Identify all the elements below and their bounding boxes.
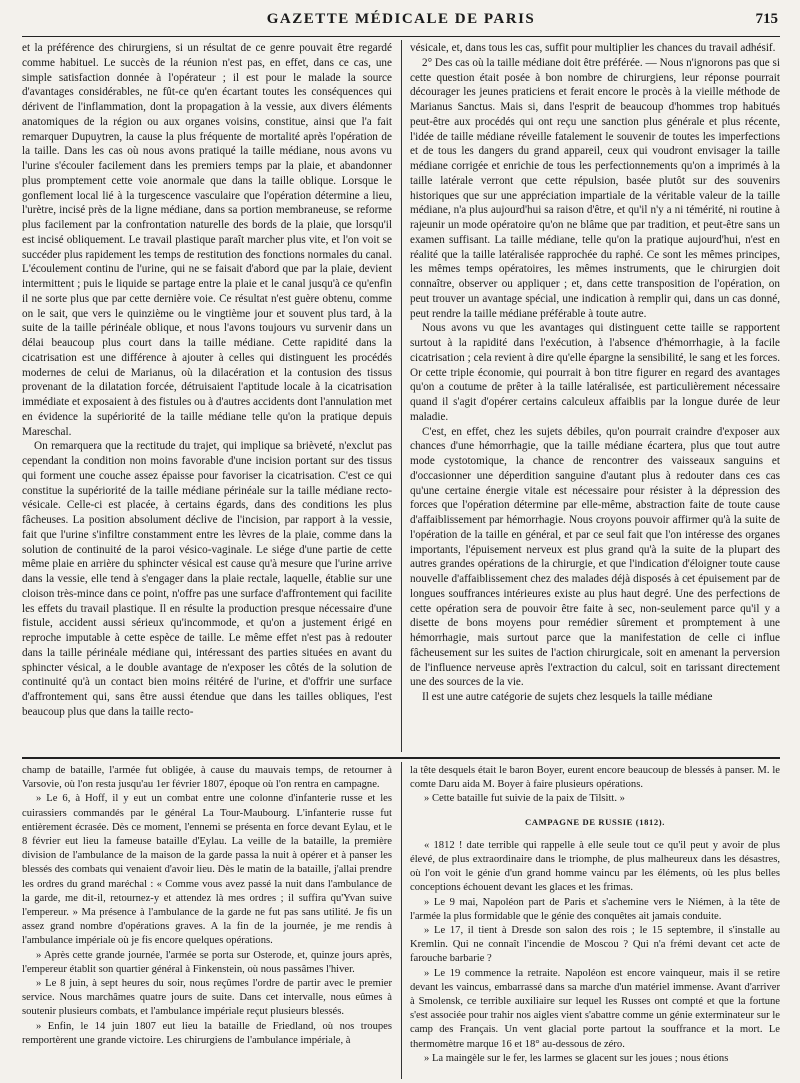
paragraph: » La maingèle sur le fer, les larmes se glacent sur les joues ; nous étions [424,1052,729,1064]
feuilleton-rule [22,757,780,759]
paragraph: C'est, en effet, chez les sujets débiles, qu'on pourrait craindre d'exposer aux chances d'une hémorrhagie, que la taille médiane écartera, plus que tout autre mode cystotomique, la chance de rencontrer des vaisseaux sanguins et d'occasionner une déperdition sanguine d'autant plus à redouter dans ces cas qu'une certaine énergie vitale est nécessaire pour résister à la dépression des forces que l'opération détermine par elle-même, abstraction faite de toute cause d'affaiblissement par hémorrhagie. Nous croyons pouvoir affirmer qu'à la suite de l'opération de la taille en général, et par ce seul fait que l'on intéresse des organes importants, l'épuisement nerveux est plus grand qu'à la suite de la plupart des autres grandes opérations de la chirurgie, et que l'indication d'éloigner toute cause nouvelle d'affaiblissement chez des malades déjà disposés à cet épuisement par de longues souffrances intérieures existe au plus haut degré. Une des perfections de cette opération sera de pouvoir être faite à sec, non-seulement parce qu'il y a disette de bons moyens pour remédier sûrement et promptement à une hémorrhagie, mais surtout parce que la manifestation de celle ci influe fâcheusement sur les suites de l'action chirurgicale, soit en amenant la perversion de l'influence nerveuse après l'extraction du calcul, soit en tarissant directement une des sources de la vie. [410,425,780,689]
paragraph: champ de bataille, l'armée fut obligée, à cause du mauvais temps, de retourner à Varsovie, où l'on resta jusqu'au 1er février 1807, époque où l'on rentra en campagne. [22,765,392,791]
journal-title: GAZETTE MÉDICALE DE PARIS [266,11,536,27]
feuilleton-left-column [22,764,392,1079]
paragraph: « 1812 ! date terrible qui rappelle à elle seule tout ce qu'il peut y avoir de plus élevé, de plus extraordinaire dans le triomphe, de plus malheureux dans les désastres, où l'on voit le génie d'un grand homme vaincu par les éléments, où les plus belles conceptions échouent devant les glaces et les frimas. [410,839,780,894]
column-separator [401,762,402,1079]
article-left-column [22,41,392,753]
paragraph: la tête desquels était le baron Boyer, eurent encore beaucoup de blessés à panser. M. le comte Daru aida M. Boyer à faire plusieurs opérations. [410,765,780,791]
header-rule [22,36,780,37]
paragraph: et la préférence des chirurgiens, si un résultat de ce genre pouvait être regardé comme habituel. Le succès de la réunion n'est pas, en effet, dans ce cas, une simple satisfaction donnée à l'opérateur ; il est pour le malade la source d'avantages considérables, ne fût-ce qu'en écartant toutes les conséquences qui dérivent de l'inflammation, dont la propagation à la vessie, aux divers éléments anatomiques de la région ou aux organes voisins, constitue, ainsi que l'a fait remarquer Dupuytren, la cause la plus fréquente de mortalité après l'opération de la taille. Dans les cas où nous avons pratiqué la taille médiane, nous avons vu l'urine s'écouler facilement dans les premiers temps par la plaie, et abandonner plus promptement cette voie anormale que dans la taille oblique. Lorsque le gonflement local lié à la turgescence vasculaire que l'opération détermine a lieu, l'urètre, incisé près de la ligne médiane, dans sa portion membraneuse, se reforme plus facilement par la confrontation naturelle des bords de la plaie, que lorsqu'il est incisé obliquement. Le travail plastique paraît marcher plus vite, et l'on voit se succéder plus rapidement les temps de restitution des fonctions normales du canal. L'écoulement continu de l'urine, qui ne se faisait d'abord que par la plaie, devient intermittent ; puis le liquide se partage entre la plaie et le canal jusqu'à ce qu'enfin il ne sorte plus que par cette dernière voie. Ce résultat n'est guère obtenu, comme on le sait, que vers le quinzième ou le vingtième jour et souvent plus tard, à la suite de la taille périnéale oblique, et nous l'avons toujours vu survenir dans un délai beaucoup plus court dans la taille médiane. Cette rapidité dans la cicatrisation est une différence à ajouter à celles qui distinguent les procédés modernes de celui de Marianus, où la dilacération et la contusion des tissus provenant de la dilatation forcée, détruisaient l'aptitude locale à la cicatrisation immédiate et exposaient à des fistules ou à d'autres accidents dont l'annulation met en évidence la supériorité de la taille médiane telle qu'on la pratique depuis Mareschal. [22,42,392,438]
column-separator [401,40,402,752]
paragraph: » Le 17, il tient à Dresde son salon des rois ; le 15 septembre, il s'installe au Kremlin. Qui ne connaît l'incendie de Moscou ? Qui n'a frémi devant cet acte de farouche barbarie ? [410,925,780,965]
paragraph: Il est une autre catégorie de sujets chez lesquels la taille médiane [422,691,713,703]
paragraph: » Le 9 mai, Napoléon part de Paris et s'achemine vers le Niémen, à la tête de l'armée la plus formidable que le génie des conquêtes ait jamais conduite. [410,896,780,922]
paragraph: » Cette bataille fut suivie de la paix de Tilsitt. » [424,793,625,805]
paragraph: On remarquera que la rectitude du trajet, qui implique sa brièveté, n'exclut pas cependant la condition non moins favorable d'une incision portant sur des tissus qui forment une couche assez épaisse pour favoriser la cicatrisation. C'est ce qui constitue la supériorité de la taille médiane périnéale sur la taille médiane recto-vésicale. Celle-ci est placée, à certains égards, dans des conditions les plus fâcheuses. La position absolument déclive de l'incision, par rapport à la vessie, fait que l'urine s'infiltre constamment entre les lèvres de la plaie, comme dans la solution de continuité de la paroi vésico-vaginale. Le siége d'une partie de cette même plaie en arrière du sphincter vésical est cause qu'à mesure que l'urine arrive dans la vessie, elle tend à s'engager dans la plaie rectale, laquelle, établie sur une cloison très-mince dans ce point, n'offre pas une surface d'affrontement qui facilite les effets du travail plastique. Il en résulte la production presque nécessaire d'une fistule, accident aussi sérieux qu'incommode, et qu'on a justement érigé en reproche imputable à cette espèce de taille. Le même effet n'est pas à redouter dans la taille périnéale médiane qui, intéressant des parties situées en avant du sphincter vésical, a le double avantage de n'exposer les côtés de la solution de continuité qu'à un contact bien moins réitéré de l'urine, et d'offrir une surface d'affrontement qui, sans être aussi étendue que dans les tailles obliques, l'est beaucoup plus que dans la taille recto- [22,440,392,718]
paragraph: » Après cette grande journée, l'armée se porta sur Osterode, et, quinze jours après, l'empereur établit son quartier général à Finkenstein, où nous passâmes l'hiver. [22,949,392,975]
page-header [22,8,780,34]
paragraph: » Le 6, à Hoff, il y eut un combat entre une colonne d'infanterie russe et les cuirassiers commandés par le général La Tour-Maubourg. L'infanterie russe fut entièrement écrasée. Dès ce moment, l'ennemi se présenta en force devant Eylau, et le 8 février eut lieu la fameuse bataille d'Eylau. La veille de la bataille, la première division de l'ambulance de la maison de la garde passa la nuit à opérer et à panser les blessés des combats qui venaient d'avoir lieu. Dès le matin de la bataille, j'allai prendre les ordres du grand maréchal : « Comme vous avez passé la nuit dans l'ambulance de la garde, me dit-il, retournez-y et attendez là mes ordres ; il suffira qu'Yvan suive l'empereur. » Ma présence à l'ambulance de la garde ne fut pas sans utilité. Je fis un assez grand nombre d'opérations graves. A la fin de la journée, je me rendis à l'ambulance impériale où je fis encore quelques opérations. [22,793,392,947]
paragraph: Nous avons vu que les avantages qui distinguent cette taille se rapportent surtout à la rapidité dans l'exécution, à l'absence d'hémorrhagie, à la facile cicatrisation ; cela revient à dire qu'elle épargne la sensibilité, le sang et les forces. Or cette triple économie, qui pourrait à bon titre figurer en regard des avantages qu'on a coutume de prêter à la taille latéralisée, est particulièrement nécessaire quand il s'agit d'opérer certains calculeux affaiblis par la longue durée de leur maladie. [410,322,780,423]
section-heading: CAMPAGNE DE RUSSIE (1812). [524,816,666,827]
paragraph: » Le 8 juin, à sept heures du soir, nous reçûmes l'ordre de partir avec le premier service. Nous marchâmes quatre jours de suite. Dans cet intervalle, nous eûmes à soutenir plusieurs combats, et l'ambulance impériale reçut plusieurs blessés. [22,978,392,1018]
article-right-column [410,41,780,753]
paragraph: » Enfin, le 14 juin 1807 eut lieu la bataille de Friedland, où nos troupes remportèrent une grande victoire. Les chirurgiens de l'ambulance impériale, à [22,1020,392,1046]
paragraph: » Le 19 commence la retraite. Napoléon est encore vainqueur, mais il se retire devant les vaincus, embarrassé dans sa marche d'un matériel immense. Avant d'arriver à Smolensk, ce terrible auxiliaire sur lequel les Russes ont compté et que la fortune s'est associée pour trahir nos aigles vient s'abattre comme un génie exterminateur sur le camp des Français. Un vent glacial porte partout la souffrance et la mort. Le thermomètre marque 16 et 18° au-dessous de zéro. [410,967,780,1050]
feuilleton-right-column [410,764,780,1079]
section-paragraph: 2° Des cas où la taille médiane doit être préférée. — Nous n'ignorons pas que si cette question était posée à bon nombre de chirurgiens, leur réponse pourrait décourager les jeunes praticiens et ferait encore le procès à la vieille méthode de Marianus Sanctus. Mais si, dans l'esprit de beaucoup d'hommes trop habitués peut-être aux procédés qui ont reçu une sanction plus générale et plus récente, l'idée de taille médiane réveille fatalement le souvenir de toutes les imperfections et de tous les dangers du grand appareil, ceux qui voudront envisager la taille médiane corrigée et enrichie de tous les perfectionnements qu'on a imprimés à la taille latérale verront que cette répulsion, basée plutôt sur des souvenirs historiques que sur une appréciation impartiale de la véritable valeur de la taille médiane, n'a plus aujourd'hui sa raison d'être, et qu'il n'y a ni témérité, ni routine à rajeunir un mode opératoire qu'on ne blâme que par tradition, et peut-être sans un examen suffisant. La taille médiane, telle qu'on la pratique aujourd'hui, n'est en réalité que la taille latéralisée rapprochée du raphé. Ce sont les mêmes principes, les mêmes temps opératoires, les mêmes instruments, que le chirurgien doit connaître, observer ou appliquer ; et, dans cette transposition de l'opération, on peut trouver un avantage spécial, une indication à remplir qui, dans un cas donné, peut rendre la taille médiane préférable à toute autre. [410,56,780,320]
page-number: 715 [755,11,778,27]
paragraph: vésicale, et, dans tous les cas, suffit pour multiplier les chances du travail adhésif. [410,42,776,54]
